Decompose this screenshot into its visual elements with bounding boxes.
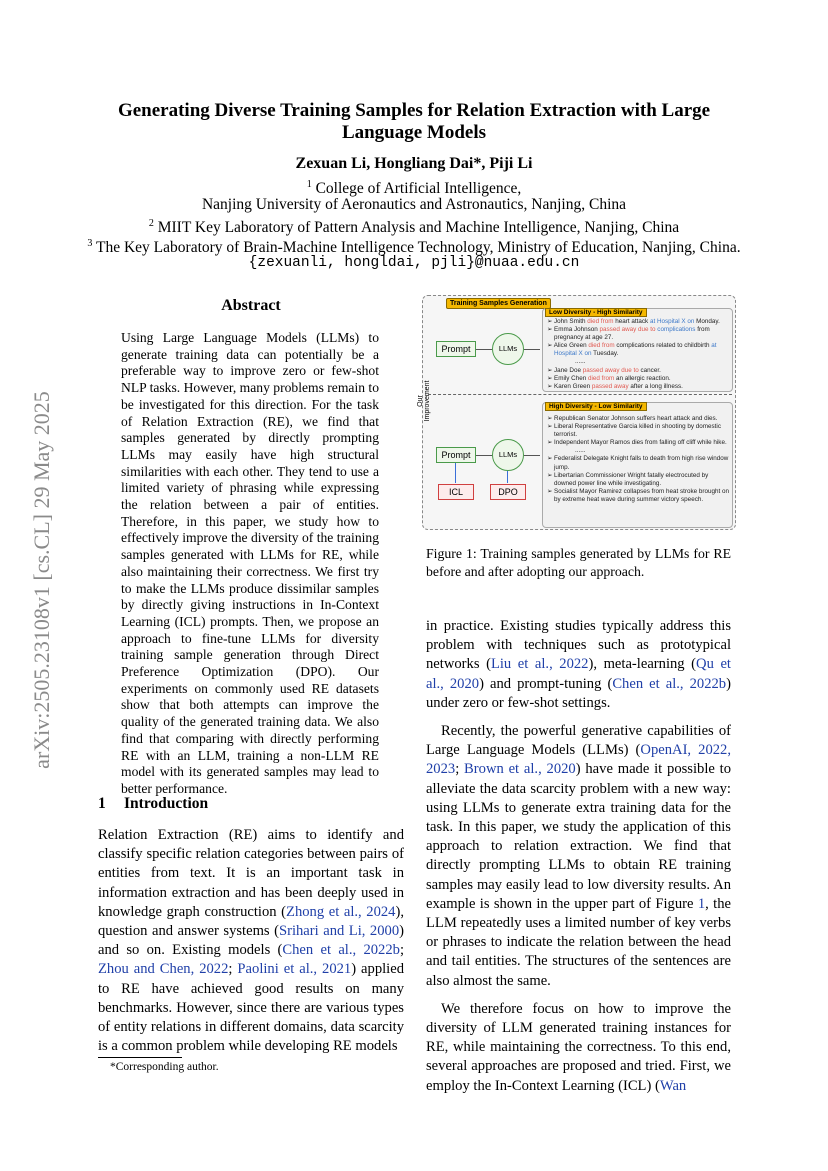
citation-link[interactable]: Srihari and Li, 2000: [278, 923, 400, 940]
sample-sentence: ➢ Emma Johnson passed away due to complications from pregnancy at age 27.: [547, 326, 710, 342]
citation-link[interactable]: Zhong et al., 2024: [286, 903, 396, 920]
low-diversity-panel: [542, 308, 733, 392]
footnote: *Corresponding author.: [110, 1061, 219, 1073]
ellipsis: ......: [575, 358, 586, 366]
intro-column-left: [98, 826, 404, 1056]
intro-paragraph-1: Relation Extraction (RE) aims to identify and classify specific relation categories between pairs of entities from text. It is an important task in information extraction and has been deeply used in knowledge graph construction (Zhong et al., 2024), question and answer systems (Srihari and Li, 2000) and so on. Existing models (Chen et al., 2022b; Zhou and Chen, 2022; Paolini et al., 2021) applied to RE have achieved good results on many benchmarks. However, since there are various types of entity relations in different domains, data scarcity is a common problem while developing RE models: [98, 827, 404, 1055]
section-heading-introduction: [98, 795, 208, 813]
citation-link[interactable]: Paolini et al., 2021: [237, 961, 352, 978]
sample-sentence: ➢ Karen Green passed away after a long illness.: [547, 382, 683, 390]
citation-link[interactable]: Brown et al., 2020: [464, 761, 576, 778]
figure-top-tag: Training Samples Generation: [446, 298, 551, 309]
high-diversity-panel: [542, 402, 733, 528]
citation-link[interactable]: Chen et al., 2022b: [612, 675, 727, 692]
aff1-line1: College of Artificial Intelligence,: [315, 180, 522, 198]
prompt-box-top: Prompt: [436, 341, 476, 357]
low-diversity-title: Low Diversity - High Similarity: [545, 308, 647, 317]
sample-sentence: ➢ Jane Doe passed away due to cancer.: [547, 366, 661, 374]
sample-sentence: ➢ Republican Senator Johnson suffers heart attack and dies.: [547, 415, 718, 422]
ellipsis: ......: [575, 447, 586, 455]
aff2-text: MIIT Key Laboratory of Pattern Analysis and Machine Intelligence, Nanjing, China: [157, 219, 680, 237]
intro-paragraph-3: We therefore focus on how to improve the diversity of LLM generated training instances for RE, while maintaining the correctness. To this end, several approaches are proposed and tried. First, we employ the In-Context Learning (ICL) (Wan: [426, 1000, 731, 1094]
citation-link[interactable]: Chen et al., 2022b: [282, 942, 400, 959]
arrow: [524, 349, 540, 350]
arxiv-stamp: [22, 300, 62, 860]
low-diversity-samples: [547, 318, 729, 391]
llm-node-bottom: LLMs: [492, 439, 524, 471]
intro-paragraph-2: Recently, the powerful generative capabilities of Large Language Models (LLMs) (OpenAI, 2022, 2023; Brown et al., 2020) have made it possible to alleviate the data scarcity problem with a new way: using LLMs to generate extra training data for the task. In this paper, we study the application of this approach to relation extraction. We find that directly prompting LLMs to obtain RE training samples may easily lead to low diversity results. An example is shown in the upper part of Figure 1, the LLM repeatedly uses a limited number of key verbs or phrases to indicate the relation between the head and tail entities. The structures of the sentences are also almost the same.: [426, 723, 731, 989]
sample-sentence: ➢ Socialist Mayor Ramirez collapses from heat stroke brought on by extreme heat wave during summer victory speech.: [547, 487, 730, 503]
figure-caption: Figure 1: Training samples generated by LLMs for RE before and after adopting our approach.: [426, 546, 731, 579]
figure-1: [417, 295, 736, 530]
figure-ref-link[interactable]: 1: [697, 895, 706, 912]
high-diversity-title: High Diversity - Low Similarity: [545, 402, 647, 411]
prompt-box-bottom: Prompt: [436, 447, 476, 463]
sample-sentence: ➢ Libertarian Commissioner Wright fatally electrocuted by downed power line while investigating.: [547, 471, 709, 487]
arrow-dpo: [507, 471, 508, 483]
aff3-text: The Key Laboratory of Brain-Machine Intelligence Technology, Ministry of Education, Nanjing, China.: [96, 239, 741, 257]
figure-divider: [428, 394, 732, 395]
authors: Zexuan Li, Hongliang Dai*, Piji Li: [295, 155, 533, 172]
title-line-2: Language Models: [341, 122, 487, 143]
affiliation-1-line-2: Nanjing University of Aeronautics and Astronautics, Nanjing, China: [201, 196, 627, 213]
sample-sentence: ➢ Liberal Representative Garcia killed in shooting by domestic terrorist.: [547, 423, 721, 439]
citation-link[interactable]: Zhou and Chen, 2022: [98, 961, 229, 978]
arxiv-id: arXiv:2505.23108v1 [cs.CL] 29 May 2025: [29, 391, 54, 769]
aff3-num: 3: [87, 238, 93, 249]
icl-box: ICL: [438, 484, 474, 500]
arrow: [524, 455, 540, 456]
sample-sentence: ➢ John Smith died from heart attack at Hospital X on Monday.: [547, 318, 720, 325]
aff2-num: 2: [148, 218, 154, 229]
citation-link[interactable]: Qu et al., 2020: [426, 656, 731, 692]
dpo-box: DPO: [490, 484, 526, 500]
footnote-rule: [98, 1057, 182, 1058]
arrow: [476, 455, 492, 456]
citation-link[interactable]: OpenAI, 2022, 2023: [426, 742, 731, 778]
intro-paragraph-1-cont: in practice. Existing studies typically address this problem with techniques such as prototypical networks (Liu et al., 2022), meta-learning (Qu et al., 2020) and prompt-tuning (Chen et al., 2022b) under zero or few-shot settings.: [426, 618, 731, 711]
author-email: {zexuanli, hongldai, pjli}@nuaa.edu.cn: [248, 255, 580, 271]
our-improvement-label: Our Improvement: [417, 380, 431, 422]
intro-column-right: [426, 617, 731, 1096]
llm-node-top: LLMs: [492, 333, 524, 365]
title-line-1: Generating Diverse Training Samples for Relation Extraction with Large: [117, 100, 711, 121]
arrow-icl: [455, 463, 456, 483]
abstract-text: Using Large Language Models (LLMs) to generate training data can potentially be a preferable way to improve zero or few-shot NLP tasks. However, many problems remain to be investigated for this direction. For the task of Relation Extraction (RE), we find that samples generated by directly prompting LLMs may easily have high structural similarities with each other. They tend to use a limited variety of phrasing while expressing the relation between a pair of entities. Therefore, in this paper, we study how to effectively improve the diversity of the training samples generated with LLMs for RE, while also maintaining their correctness. We first try to make the LLMs produce dissimilar samples by directly giving instructions in In-Context Learning (ICL) prompts. Then, we propose an approach to fine-tune LLMs for diversity training sample generation through Direct Preference Optimization (DPO). Our experiments on commonly used RE datasets show that both attempts can improve the quality of the generated training data. We also find that comparing with directly performing RE with an LLM, training a non-LLM RE model with its generated samples may lead to better performance.: [121, 330, 379, 796]
citation-link[interactable]: Liu et al., 2022: [490, 656, 589, 673]
citation-link[interactable]: Wan: [659, 1077, 687, 1094]
high-diversity-samples: [547, 415, 729, 504]
abstract-heading: Abstract: [221, 297, 281, 314]
sample-sentence: ➢ Alice Green died from complications related to childbirth at Hospital X on Tuesday.: [547, 342, 717, 358]
section-title: Introduction: [124, 795, 209, 812]
sample-sentence: ➢ Independent Mayor Ramos dies from falling off cliff while hike.: [547, 439, 727, 447]
section-number: 1: [98, 795, 106, 812]
sample-sentence: ➢ Emily Chen died from an allergic reaction.: [547, 374, 671, 382]
sample-sentence: ➢ Federalist Delegate Knight falls to death from high rise window jump.: [547, 455, 729, 471]
paper-title: [60, 100, 768, 144]
aff1-num: 1: [306, 179, 312, 190]
arrow: [476, 349, 492, 350]
